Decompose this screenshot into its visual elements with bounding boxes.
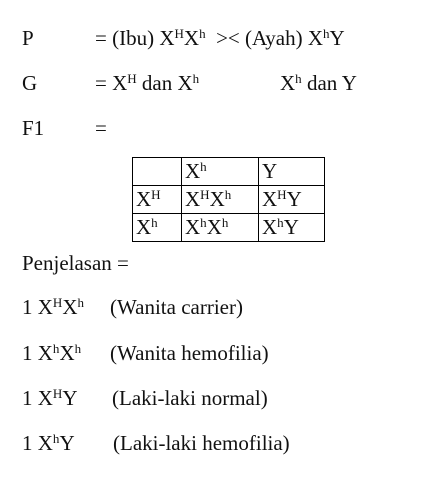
result-x2: X <box>62 295 78 319</box>
parental-cross <box>95 25 345 50</box>
father-allele: h <box>323 25 330 41</box>
result-x2: X <box>59 341 75 365</box>
punnett-genotype-cell: $X^HX^h$ <box>182 186 259 214</box>
gamete-line <box>22 73 37 94</box>
explanation-heading-text: Penjelasan = <box>22 251 129 275</box>
mother-allele-1: H <box>174 25 184 41</box>
gamete-eq-text: = X <box>95 71 128 95</box>
mother-allele-2: h <box>199 25 206 41</box>
result-allele-1: H <box>52 294 63 310</box>
result-y: Y <box>59 431 75 455</box>
punnett-row <box>133 186 325 214</box>
punnett-header-cell: Y <box>259 158 325 186</box>
result-description <box>110 343 269 364</box>
father-y: Y <box>329 26 345 50</box>
mother-x2: X <box>183 26 200 50</box>
gamete-m-mid: dan X <box>136 71 193 95</box>
result-item <box>22 340 82 365</box>
result-description <box>110 297 243 318</box>
result-description-text: (Wanita hemofilia) <box>110 341 269 365</box>
punnett-header-cell: $X^h$ <box>182 158 259 186</box>
gamete-f-allele: h <box>295 70 302 86</box>
result-allele-2: h <box>77 294 85 310</box>
result-count: 1 X <box>22 295 53 319</box>
result-item <box>22 430 75 455</box>
result-description <box>112 388 268 409</box>
gamete-father <box>280 70 357 95</box>
f1-label: F1 <box>22 116 45 140</box>
result-item <box>22 294 85 319</box>
punnett-genotype-cell: $X^hY$ <box>259 214 325 242</box>
parental-line <box>22 28 34 49</box>
punnett-corner-cell <box>133 158 182 186</box>
result-description <box>113 433 290 454</box>
punnett-header-row <box>133 158 325 186</box>
parental-label: P <box>22 26 34 50</box>
punnett-row-header-cell: $X^H$ <box>133 186 182 214</box>
result-count: 1 X <box>22 386 53 410</box>
parental-eq-text: = (Ibu) X <box>95 26 175 50</box>
result-item <box>22 385 78 410</box>
result-allele-1: H <box>52 385 63 401</box>
gamete-f-rest: dan Y <box>301 71 357 95</box>
punnett-genotype-cell: $X^hX^h$ <box>182 214 259 242</box>
punnett-square <box>132 157 325 242</box>
result-allele-1: h <box>52 430 60 446</box>
gamete-mother <box>95 70 200 95</box>
explanation-heading <box>22 253 129 274</box>
gamete-label: G <box>22 71 38 95</box>
gamete-f-x: X <box>280 71 296 95</box>
punnett-row <box>133 214 325 242</box>
gamete-m-allele-2: h <box>192 70 200 86</box>
result-count: 1 X <box>22 431 53 455</box>
result-description-text: (Wanita carrier) <box>110 295 243 319</box>
punnett-genotype-cell: $X^HY$ <box>259 186 325 214</box>
punnett-row-header-cell: $X^h$ <box>133 214 182 242</box>
result-count: 1 X <box>22 341 53 365</box>
result-y: Y <box>62 386 78 410</box>
gamete-m-allele-1: H <box>127 70 137 86</box>
result-description-text: (Laki-laki normal) <box>112 386 268 410</box>
result-description-text: (Laki-laki hemofilia) <box>113 431 290 455</box>
f1-eq-text: = <box>95 116 107 140</box>
cross-text: >< (Ayah) X <box>216 26 323 50</box>
f1-line <box>22 118 44 139</box>
result-allele-2: h <box>74 340 82 356</box>
result-allele-1: h <box>52 340 60 356</box>
f1-eq <box>95 118 107 139</box>
